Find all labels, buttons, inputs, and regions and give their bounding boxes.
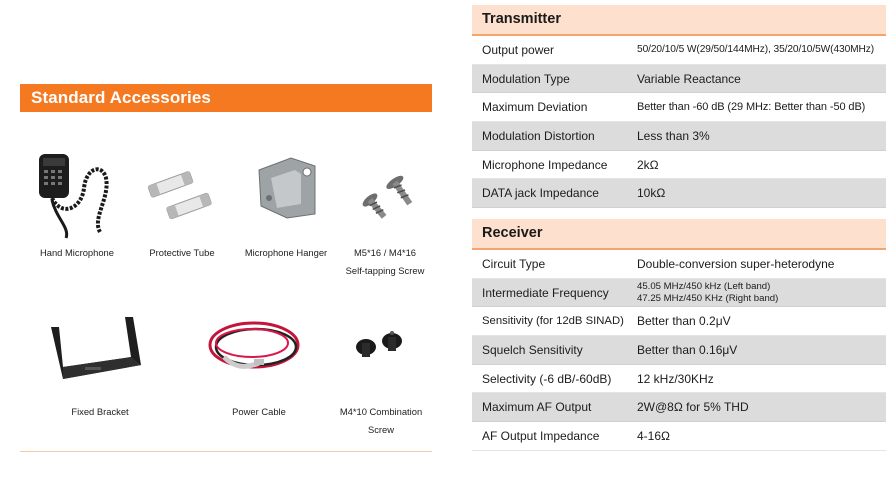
spec-value: Double-conversion super-heterodyne: [637, 256, 835, 271]
spec-value: Better than 0.16μV: [637, 342, 738, 357]
accessory-fixed-bracket: [45, 307, 155, 421]
table-row: [472, 122, 886, 151]
self-tapping-screw-image: [330, 148, 440, 244]
spec-label: Selectivity (-6 dB/-60dB): [482, 371, 612, 386]
fixed-bracket-image: [45, 307, 155, 403]
table-row: [472, 65, 886, 94]
table-row: [472, 179, 886, 208]
spec-value: 10kΩ: [637, 186, 666, 201]
self-tapping-screw-label-line2: Self-tapping Screw: [345, 265, 425, 276]
spec-label: Microphone Impedance: [482, 157, 608, 172]
spec-label: Modulation Distortion: [482, 128, 595, 143]
transmitter-header: [472, 5, 886, 36]
accessory-microphone-hanger: [231, 148, 341, 262]
combination-screw-label: [326, 403, 436, 439]
accessory-protective-tube: [127, 148, 237, 262]
spec-label: Maximum AF Output: [482, 400, 592, 415]
spec-label: Maximum Deviation: [482, 100, 588, 115]
accessories-title: Standard Accessories: [31, 88, 211, 107]
table-row: [472, 307, 886, 336]
spec-label: AF Output Impedance: [482, 428, 600, 443]
microphone-hanger-label: Microphone Hanger: [244, 247, 328, 258]
spec-label: Sensitivity (for 12dB SINAD): [482, 315, 624, 328]
spec-value: Better than 0.2μV: [637, 314, 731, 329]
spec-value-line2: 47.25 MHz/450 KHz (Right band): [637, 292, 779, 304]
spec-label: Intermediate Frequency: [482, 285, 609, 300]
spec-label: DATA jack Impedance: [482, 186, 599, 201]
spec-value: [627, 281, 886, 305]
self-tapping-screw-label-line1: M5*16 / M4*16: [353, 247, 416, 258]
spec-value: Less than 3%: [637, 128, 710, 143]
spec-label: Output power: [482, 42, 555, 57]
microphone-hanger-image: [231, 148, 341, 244]
spec-label: Modulation Type: [482, 71, 570, 86]
transmitter-title: Transmitter: [482, 11, 561, 27]
table-row: [472, 393, 886, 422]
power-cable-label: Power Cable: [232, 406, 286, 417]
spec-value: 4-16Ω: [637, 428, 670, 443]
combination-screw-image: [326, 307, 436, 403]
accessory-hand-microphone: [22, 148, 132, 262]
spec-value: Better than -60 dB (29 MHz: Better than -50 dB): [637, 101, 866, 114]
accessory-self-tapping-screw: [330, 148, 440, 280]
spec-value: 50/20/10/5 W(29/50/144MHz), 35/20/10/5W(430MHz): [637, 44, 875, 56]
table-row: [472, 250, 886, 279]
accessories-banner: [20, 84, 432, 112]
fixed-bracket-label: Fixed Bracket: [71, 406, 129, 417]
accessory-power-cable: [204, 307, 314, 421]
spec-value: 2W@8Ω for 5% THD: [637, 400, 749, 415]
table-row: [472, 336, 886, 365]
table-row: [472, 422, 886, 451]
table-row: [472, 279, 886, 308]
hand-microphone-label: Hand Microphone: [39, 247, 114, 258]
spec-label: Circuit Type: [482, 256, 546, 271]
hand-microphone-image: [22, 148, 132, 244]
power-cable-image: [204, 307, 314, 403]
protective-tube-label: Protective Tube: [149, 247, 215, 258]
accessories-divider: [20, 451, 432, 452]
table-row: [472, 93, 886, 122]
combination-screw-label-line2: Screw: [367, 424, 395, 435]
spec-label: Squelch Sensitivity: [482, 342, 583, 357]
receiver-title: Receiver: [482, 225, 543, 241]
combination-screw-label-line1: M4*10 Combination: [339, 406, 423, 417]
accessory-combination-screw: [326, 307, 436, 439]
table-row: [472, 36, 886, 65]
spec-value: 2kΩ: [637, 157, 659, 172]
table-row: [472, 365, 886, 394]
spec-value-line1: 45.05 MHz/450 kHz (Left band): [637, 280, 771, 292]
receiver-header: [472, 219, 886, 250]
receiver-table: [472, 219, 886, 451]
spec-value: Variable Reactance: [637, 71, 741, 86]
table-row: [472, 151, 886, 180]
self-tapping-screw-label: [330, 244, 440, 280]
protective-tube-image: [127, 148, 237, 244]
spec-value: 12 kHz/30KHz: [637, 371, 714, 386]
transmitter-table: [472, 5, 886, 208]
